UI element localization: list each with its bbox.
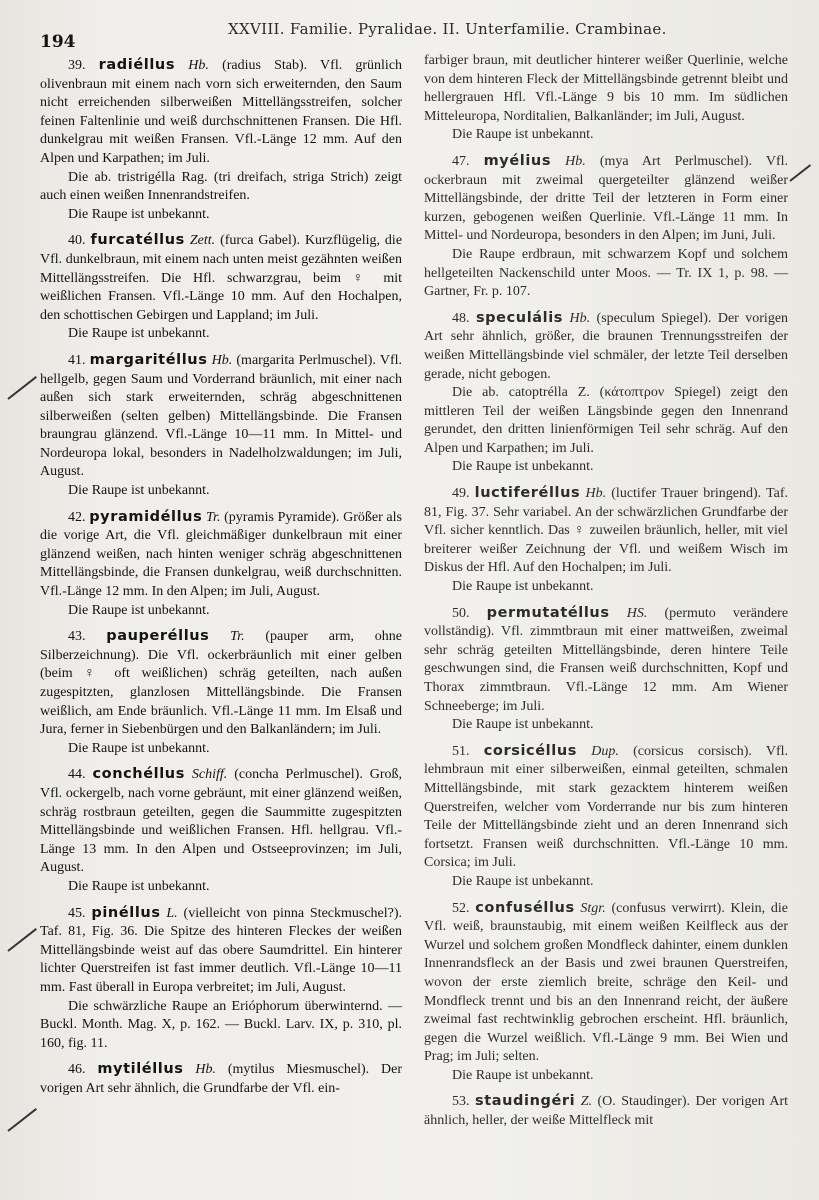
species-entry-46 <box>40 1060 402 1098</box>
species-author: Tr. <box>206 509 221 525</box>
entry-text: (radius Stab). Vfl. grünlich olivenbraun mit einem nach vorn sich erweiternden, den Saum nicht erreichenden silberweißen Mittellängsstreifen, solcher feinen Faltenlinie und weiß durchschnittenen Fransen. Die Hfl. dunkelgrau mit weißen Fransen. Vfl.-Länge 12 mm. Auf den Alpen und Karpathen; im Juli. <box>40 58 403 166</box>
species-entry-50 <box>424 604 788 735</box>
species-author: L. <box>166 905 178 921</box>
entry-text: (corsicus corsisch). Vfl. lehmbraun mit einer silberweißen, einmal geteilten, schmalen Mittellängsbinde, mit stark gezacktem hinterem weißen Querstreifen, welcher vom Vorderrande nur bis zum hinteren Teile der Mittellängsbinde zieht und an deren Innenrand sich fortsetzt. Fransen weiß durchschnitten. Vfl.-Länge 10 mm. Corsica; im Juli. <box>424 743 789 871</box>
entry-number: 53. <box>452 1094 470 1110</box>
entry-larva: Die Raupe erdbraun, mit schwarzem Kopf und solchem hellgeteilten Nackenschild unter Moos. — Tr. IX 1, p. 98. — Gartner, Fr. p. 107. <box>424 246 788 300</box>
entry-larva: Die Raupe ist unbekannt. <box>68 602 210 618</box>
entry-number: 42. <box>68 509 86 525</box>
entry-text: (mya Art Perlmuschel). Vfl. ockerbraun mit zweimal quergeteilter glänzend weißer Mittellängsbinde, der dritte Teil der letzteren in Form einer kurzen, gebogenen weißen Querlinie. Vfl.-Länge 11 mm. In Mittel- und Nordeuropa, besonders in den Alpen; im Juni, Juli. <box>424 153 789 244</box>
entry-larva: Die Raupe ist unbekannt. <box>452 1067 594 1083</box>
pencil-tick-mark <box>7 376 37 400</box>
entry-number: 46. <box>68 1062 86 1078</box>
entry-text: (concha Perlmuschel). Groß, Vfl. ockergelb, nach vorne gebräunt, mit einer glänzend weißen, schräg rostbraun geteilten, gegen die Saummitte zugespitzten Mittellängsbinde und weißlichen Fransen. Hfl. hellgrau. Vfl.-Länge 13 mm. In den Alpen und Ostseeprovinzen; im Juli, August. <box>40 767 403 876</box>
entry-number: 44. <box>68 767 86 783</box>
species-name: pauperéllus <box>106 628 210 645</box>
running-title: XXVIII. Familie. Pyralidae. II. Unterfamilie. Crambinae. <box>228 20 667 38</box>
entry-number: 50. <box>452 605 470 621</box>
species-name: radiéllus <box>98 57 176 73</box>
species-author: Hb. <box>565 153 586 169</box>
right-column <box>424 52 788 1138</box>
entry-number: 48. <box>452 310 470 326</box>
species-entry-40 <box>40 231 402 344</box>
entry-aberration: Die ab. catoptrélla Z. (κάτοπτρον Spiegel) zeigt den mittleren Teil der weißen Längsbinde gegen den Innenrand gerundet, den dritten linienförmigen Teil sehr schräg. Auf den Alpen und Karpathen; im Juli. <box>424 385 788 456</box>
species-author: Hb. <box>188 58 209 73</box>
page-header <box>40 10 800 50</box>
species-name: corsicéllus <box>483 742 577 759</box>
entry-aberration: Die ab. tristrigélla Rag. (tri dreifach, striga Strich) zeigt auch einen weißen Innenrandstreifen. <box>40 169 402 204</box>
entry-larva: Die Raupe ist unbekannt. <box>452 459 594 475</box>
species-entry-46-continued <box>424 52 788 145</box>
species-author: Hb. <box>195 1062 216 1078</box>
entry-number: 51. <box>452 743 470 759</box>
species-name: pinéllus <box>91 904 161 921</box>
species-author: Hb. <box>585 486 607 502</box>
species-name: luctiferéllus <box>474 485 581 502</box>
species-entry-41 <box>40 351 402 501</box>
entry-larva: Die Raupe ist unbekannt. <box>452 579 594 595</box>
species-author: Tr. <box>230 629 245 645</box>
entry-text: (speculum Spiegel). Der vorigen Art sehr ähnlich, größer, die braunen Trennungsstreifen der weißen Mittellängsbinde viel schmäler, der letzte Teil derselben gerade, nicht gebogen. <box>424 310 789 382</box>
species-entry-52 <box>424 899 788 1086</box>
entry-number: 41. <box>68 352 86 368</box>
entry-number: 52. <box>452 900 470 916</box>
species-name: pyramidéllus <box>89 508 203 525</box>
entry-larva: Die Raupe ist unbekannt. <box>68 483 210 499</box>
species-name: permutatéllus <box>486 604 610 621</box>
species-author: Stgr. <box>580 900 606 916</box>
species-name: mytiléllus <box>97 1061 184 1078</box>
entry-text: (margarita Perlmuschel). Vfl. hellgelb, gegen Saum und Vorderrand bräunlich, mit einer nach außen sich stark erweiternden, schräg abgeschnittenen silberweißen (selten gelben) Mittellängsbinde. Die Fransen braungrau glänzend. Vfl.-Länge 10—11 mm. In Mittel- und Nordeuropa lokal, besonders in Nadelholzwaldungen; im Juli, August. <box>40 352 403 480</box>
species-author: Zett. <box>189 233 216 249</box>
entry-larva: Die schwärzliche Raupe an Erióphorum überwinternd. — Buckl. Month. Mag. X, p. 162. — Buckl. Larv. IX, p. 310, pl. 160, fig. 11. <box>40 998 402 1051</box>
pencil-tick-mark <box>7 928 37 952</box>
species-entry-42 <box>40 508 402 621</box>
species-entry-45 <box>40 904 402 1054</box>
entry-larva: Die Raupe ist unbekannt. <box>452 873 594 889</box>
species-entry-43 <box>40 627 402 758</box>
entry-number: 40. <box>68 233 86 249</box>
pencil-tick-mark <box>7 1108 37 1132</box>
species-entry-51 <box>424 742 788 892</box>
species-name: confuséllus <box>475 899 575 916</box>
species-entry-48 <box>424 309 788 477</box>
species-name: staudingéri <box>474 1093 576 1110</box>
entry-text: (permuto verändere vollständig). Vfl. zimmtbraun mit einer mattweißen, zweimal sehr schräg geteilten Mittellängsbinde, deren hintere Teile geschwungen sind, die Fransen weiß durchschnitten, Kopf und Thorax zimmtbraun. Vfl.-Länge 12 mm. Am Wiener Schneeberge; im Juli. <box>424 605 789 714</box>
species-entry-53 <box>424 1092 788 1130</box>
entry-text: (vielleicht von pinna Steckmuschel?). Taf. 81, Fig. 36. Die Spitze des hinteren Fleckes der weißen Mittellängsbinde weist auf das obere Saumdrittel. Ein hinterer lichter Querstreifen ist fast immer deutlich. Vfl.-Länge 10—11 mm. Fast überall in Europa verbreitet; im Juli, August. <box>40 905 403 995</box>
entry-text: (mytilus Miesmuschel). Der vorigen Art sehr ähnlich, die Grundfarbe der Vfl. ein- <box>40 1062 402 1096</box>
entry-larva: Die Raupe ist unbekannt. <box>68 206 210 222</box>
entry-number: 49. <box>452 486 470 502</box>
entry-larva: Die Raupe ist unbekannt. <box>68 326 210 342</box>
entry-larva: Die Raupe ist unbekannt. <box>452 717 594 733</box>
species-author: Dup. <box>591 743 619 759</box>
entry-larva: Die Raupe ist unbekannt. <box>68 740 210 756</box>
entry-number: 47. <box>452 153 470 169</box>
left-column <box>40 56 402 1105</box>
entry-text: (pauper arm, ohne Silberzeichnung). Die Vfl. ockerbräunlich mit einer gelben (beim ♀ oft weißlichen) schräg geteilten, nach außen zugespitzten, glanzlosen Mittellängsbinde. Die Fransen weißlich, am Ende bräunlich. Vfl.-Länge 11 mm. Im Elsaß und Jura, ferner in Siebenbürgen und den Balkanländern; im Juli. <box>40 629 403 738</box>
entry-number: 39. <box>68 58 86 73</box>
entry-text: (O. Staudinger). Der vorigen Art ähnlich, heller, der weiße Mittelfleck mit <box>424 1094 789 1129</box>
entry-text: (furca Gabel). Kurzflügelig, die Vfl. dunkelbraun, mit einem nach unten meist gezähnten weißen Mittellängsstreifen. Die Hfl. schwarzgrau, beim ♀ mit weißlichen Fransen. Vfl.-Länge 10 mm. Auf den Hochalpen, den schottischen Gebirgen und Lappland; im Juli. <box>40 233 403 323</box>
entry-text: (luctifer Trauer bringend). Taf. 81, Fig. 37. Sehr variabel. An der schwärzlichen Grundfarbe der Vfl. sicher kenntlich. Das ♀ zuweilen bräunlich, heller, mit viel breiterer weißer Zeichnung der Vfl. und weißem Wisch im Diskus der Hfl. Auf den Hochalpen; im Juli. <box>424 486 789 576</box>
species-author: Z. <box>580 1094 593 1110</box>
entry-larva: Die Raupe ist unbekannt. <box>68 878 210 894</box>
species-name: margaritéllus <box>89 351 208 368</box>
entry-text: (confusus verwirrt). Klein, die Vfl. weiß, braunstaubig, mit einem weißen Keilfleck aus der Wurzel und solchem großen Mondfleck dahinter, einem dunklen Innenrandsfleck an der Basis und zwei braunen Querstreifen, wovon der erste ziemlich breite, schräge den Keil- und Mondfleck trennt und bis an den Innenrand reicht, der äußere zweimal fast rechtwinklig gebrochen erscheint. Hfl. bräunlich, gegen die Wurzel weißlich. Vfl.-Länge 9 mm. Bei Wien und Prag; im Juli; selten. <box>424 900 788 1065</box>
species-entry-39 <box>40 56 402 224</box>
entry-text: (pyramis Pyramide). Größer als die vorige Art, die Vfl. gleichmäßiger dunkelbraun mit einer glänzend weißen, nach hinten weniger schräg abgeschnittenen Mittellängsbinde, die Fransen dunkelgrau, weiß durchschnitten. Vfl.-Länge 12 mm. In den Alpen; im Juli, August. <box>40 509 402 600</box>
entry-number: 45. <box>68 905 86 921</box>
entry-number: 43. <box>68 629 86 645</box>
species-entry-49 <box>424 484 788 597</box>
species-name: speculális <box>475 309 564 326</box>
species-author: Hb. <box>569 310 591 326</box>
species-author: Schiff. <box>191 767 228 783</box>
species-name: furcatéllus <box>90 232 185 249</box>
entry-larva: Die Raupe ist unbekannt. <box>452 127 594 143</box>
species-author: HS. <box>626 605 648 621</box>
species-entry-47 <box>424 152 788 302</box>
pencil-tick-mark <box>789 164 811 182</box>
species-name: myélius <box>483 152 552 169</box>
species-author: Hb. <box>211 352 233 368</box>
entry-text: farbiger braun, mit deutlicher hinterer weißer Querlinie, welche von dem hinteren Fleck der Mittellängsbinde getrennt bleibt und hellergrauen Hfl. Vfl.-Länge 9 bis 10 mm. Im südlichen Mitteleuropa, Norditalien, Balkanländer; im Juli, August. <box>424 53 788 124</box>
species-entry-44 <box>40 765 402 896</box>
species-name: conchéllus <box>92 766 185 783</box>
page-number: 194 <box>40 32 76 52</box>
